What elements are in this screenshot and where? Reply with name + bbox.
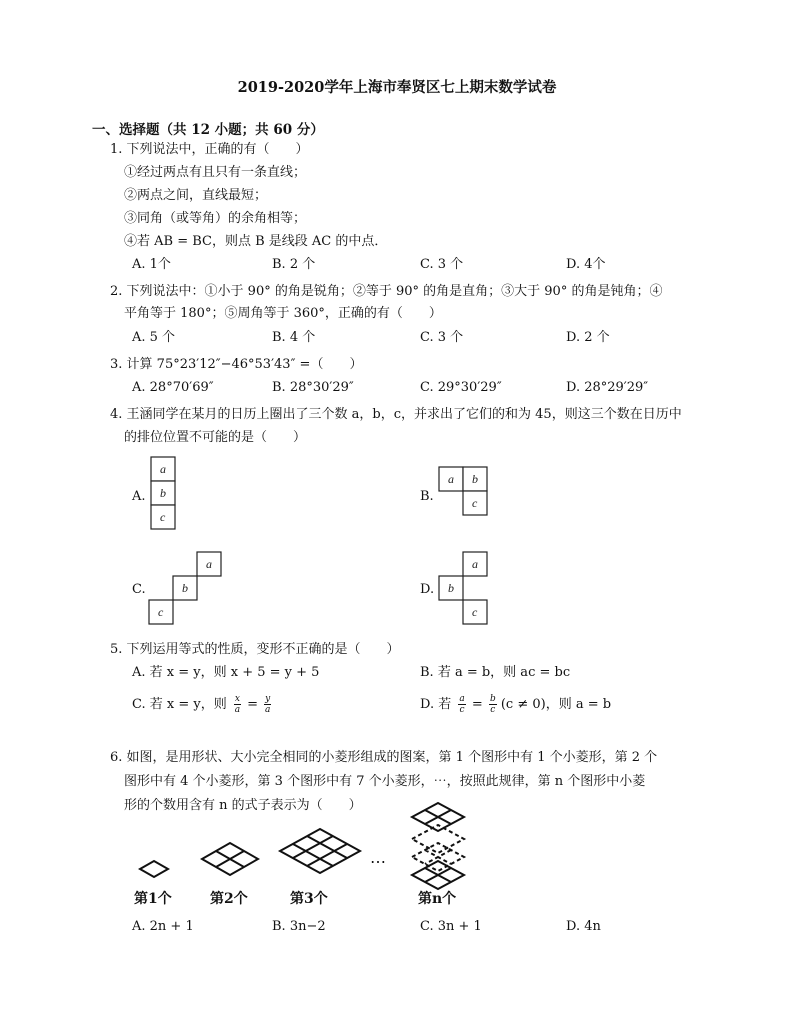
q6-rhombus-figure (120, 795, 480, 910)
q1-option-b[interactable]: B. 2 个 (272, 257, 316, 272)
q3-stem: 3. 计算 75°23′12″−46°53′43″ =（ ） (110, 357, 363, 372)
q6-option-c[interactable]: C. 3n + 1 (420, 919, 482, 934)
q1-statement-1: ①经过两点有且只有一条直线； (124, 165, 307, 180)
q2-line-1: 2. 下列说法中：①小于 90° 的角是锐角；②等于 90° 的角是直角；③大于 90° 的角是钝角；④ (110, 284, 663, 299)
cell-letter: c (472, 605, 478, 619)
q2-option-d[interactable]: D. 2 个 (566, 330, 610, 345)
q4-option-a[interactable]: A. (132, 489, 146, 504)
q6-option-b[interactable]: B. 3n−2 (272, 919, 326, 934)
cell-letter: b (160, 486, 166, 500)
cell-letter: c (158, 605, 164, 619)
cell-letter: a (448, 472, 454, 486)
q3-option-c[interactable]: C. 29°30′29″ (420, 380, 502, 395)
q5-stem: 5. 下列运用等式的性质，变形不正确的是（ ） (110, 642, 400, 657)
caption-3: 第3个 (290, 891, 328, 907)
cell-letter: b (448, 581, 454, 595)
caption-n: 第n个 (418, 891, 457, 907)
q6-option-d[interactable]: D. 4n (566, 919, 601, 934)
q5-option-b[interactable]: B. 若 a = b，则 ac = bc (420, 665, 571, 680)
q3-option-b[interactable]: B. 28°30′29″ (272, 380, 354, 395)
q2-option-b[interactable]: B. 4 个 (272, 330, 316, 345)
q6-line-1: 6. 如图，是用形状、大小完全相同的小菱形组成的图案，第 1 个图形中有 1 个小菱形，第 2 个 (110, 750, 658, 765)
cell-letter: c (160, 510, 166, 524)
q4-figure-d (438, 551, 492, 627)
rhombus-figure-3 (280, 829, 360, 873)
ellipsis: ⋯ (370, 852, 386, 871)
q4-figure-c (148, 551, 226, 627)
rhombus-figure-1 (140, 861, 168, 877)
q5-option-c-text: C. 若 x = y，则 (132, 697, 227, 712)
cell-letter: b (472, 472, 478, 486)
q5-option-a[interactable]: A. 若 x = y，则 x + 5 = y + 5 (132, 665, 320, 680)
q2-option-c[interactable]: C. 3 个 (420, 330, 464, 345)
q1-statement-4: ④若 AB = BC，则点 B 是线段 AC 的中点． (124, 234, 388, 249)
cell-letter: c (472, 496, 478, 510)
cell-letter: b (182, 581, 188, 595)
q1-option-a[interactable]: A. 1个 (132, 257, 171, 272)
q5-option-d[interactable]: D. 若 $\frac{a}{c}$ = $\frac{b}{c}$ (c ≠ 0)，则 a = b (420, 694, 612, 715)
q4-option-b[interactable]: B. (420, 489, 434, 504)
q6-line-3: 形的个数用含有 n 的式子表示为（ ） (124, 798, 362, 813)
rhombus-figure-2 (202, 843, 258, 875)
q1-option-d[interactable]: D. 4个 (566, 257, 606, 272)
q4-option-c[interactable]: C. (132, 582, 146, 597)
cell-letter: a (206, 557, 212, 571)
q1-stem: 1. 下列说法中，正确的有（ ） (110, 142, 309, 157)
q4-line-1: 4. 王涵同学在某月的日历上圈出了三个数 a，b，c，并求出了它们的和为 45，则这三个数在日历中 (110, 407, 682, 422)
rhombus-figure-n (412, 803, 464, 889)
q3-option-d[interactable]: D. 28°29′29″ (566, 380, 649, 395)
caption-1: 第1个 (134, 891, 172, 907)
q5-option-d-tail: (c ≠ 0)，则 a = b (500, 697, 612, 712)
q5-option-c[interactable]: C. 若 x = y，则 $\frac{x}{a}$ = $\frac{y}{a}$ (132, 694, 271, 715)
q4-figure-b (438, 466, 492, 518)
q2-option-a[interactable]: A. 5 个 (132, 330, 176, 345)
q6-line-2: 图形中有 4 个小菱形，第 3 个图形中有 7 个小菱形，⋯，按照此规律，第 n 个图形中小菱 (124, 774, 646, 789)
q1-statement-2: ②两点之间，直线最短； (124, 188, 268, 203)
q4-figure-a (150, 456, 178, 532)
q3-option-a[interactable]: A. 28°70′69″ (132, 380, 214, 395)
q4-option-d[interactable]: D. (420, 582, 435, 597)
caption-2: 第2个 (210, 891, 248, 907)
cell-letter: a (160, 462, 166, 476)
q2-line-2: 平角等于 180°；⑤周角等于 360°，正确的有（ ） (124, 306, 442, 321)
fraction: $\frac{y}{a}$ (264, 694, 271, 715)
q5-option-d-text: D. 若 (420, 697, 452, 712)
page-title: 2019-2020学年上海市奉贤区七上期末数学试卷 (237, 79, 557, 96)
q1-option-c[interactable]: C. 3 个 (420, 257, 464, 272)
cell-letter: a (472, 557, 478, 571)
q1-statement-3: ③同角（或等角）的余角相等； (124, 211, 307, 226)
fraction: $\frac{a}{c}$ (459, 694, 465, 715)
fraction: $\frac{b}{c}$ (489, 694, 496, 715)
q4-line-2: 的排位位置不可能的是（ ） (124, 430, 307, 445)
fraction: $\frac{x}{a}$ (234, 694, 241, 715)
section-heading: 一、选择题（共 12 小题；共 60 分） (92, 122, 324, 138)
q6-option-a[interactable]: A. 2n + 1 (132, 919, 194, 934)
